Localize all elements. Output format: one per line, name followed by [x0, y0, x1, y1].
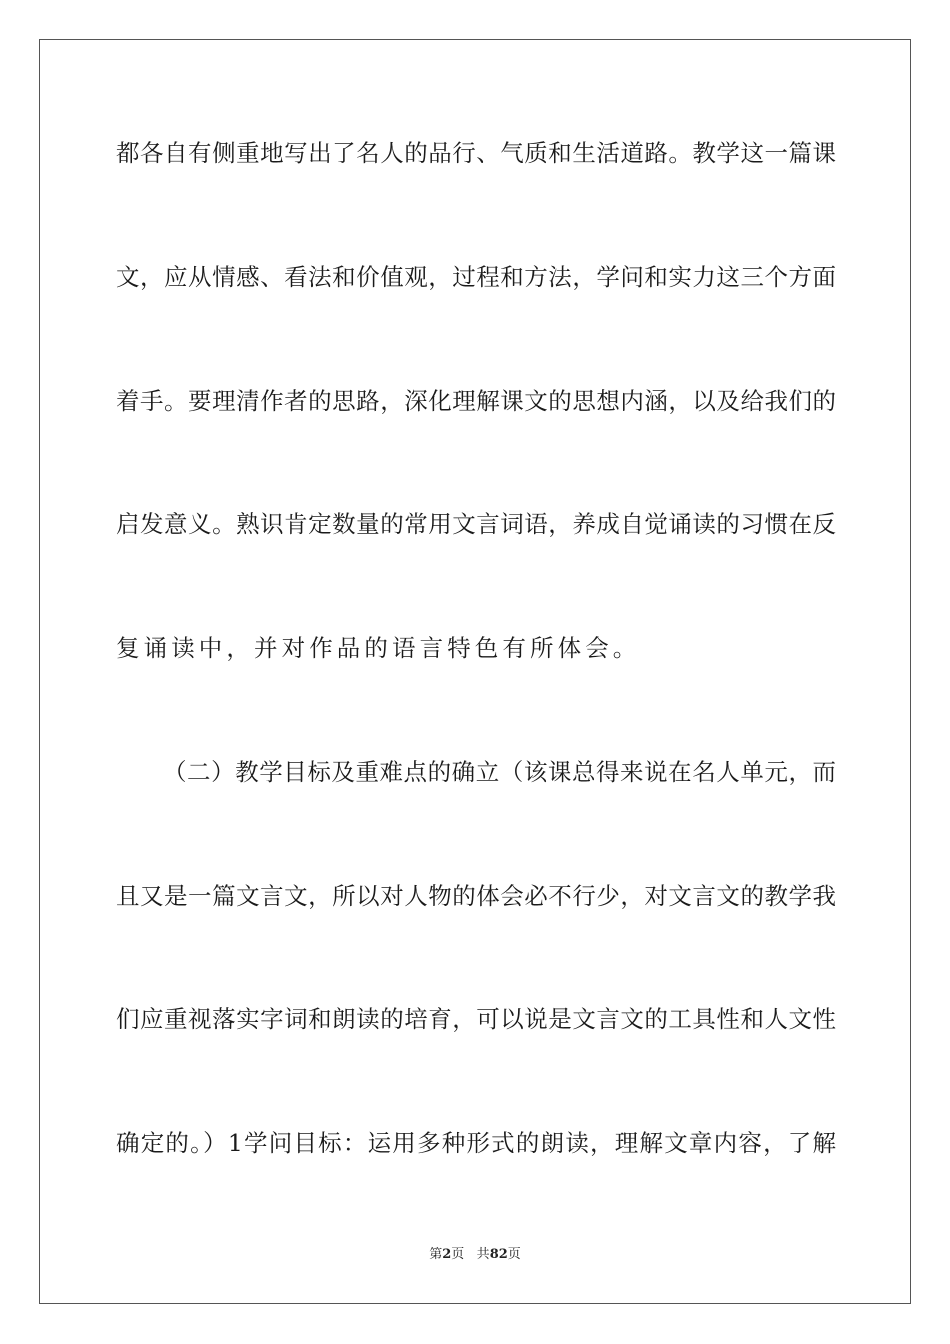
footer-page-prefix: 第 — [429, 1247, 443, 1262]
section-heading-line: （二）教学目标及重难点的确立（该课总得来说在名人单元，而 — [163, 758, 836, 786]
body-line-2: 文，应从情感、看法和价值观，过程和方法，学问和实力这三个方面 — [116, 263, 836, 291]
body-line-5: 复诵读中，并对作品的语言特色有所体会。 — [116, 634, 641, 662]
footer-total-prefix: 共 — [476, 1247, 490, 1262]
body-line-1: 都各自有侧重地写出了名人的品行、气质和生活道路。教学这一篇课 — [116, 139, 836, 167]
page-border — [39, 39, 911, 1304]
footer-total-pages: 82 — [489, 1247, 508, 1262]
body-line-9: 确定的。）1学问目标：运用多种形式的朗读，理解文章内容，了解 — [116, 1129, 836, 1157]
footer-total-unit: 页 — [507, 1247, 521, 1262]
body-line-7: 且又是一篇文言文，所以对人物的体会必不行少，对文言文的教学我 — [116, 882, 836, 910]
body-line-3: 着手。要理清作者的思路，深化理解课文的思想内涵，以及给我们的 — [116, 387, 836, 415]
page-footer — [0, 1246, 950, 1264]
body-line-4: 启发意义。熟识肯定数量的常用文言词语，养成自觉诵读的习惯在反 — [116, 510, 836, 538]
body-line-8: 们应重视落实字词和朗读的培育，可以说是文言文的工具性和人文性 — [116, 1005, 836, 1033]
footer-page-number: 2 — [442, 1247, 452, 1262]
footer-page-unit: 页 — [451, 1247, 465, 1262]
